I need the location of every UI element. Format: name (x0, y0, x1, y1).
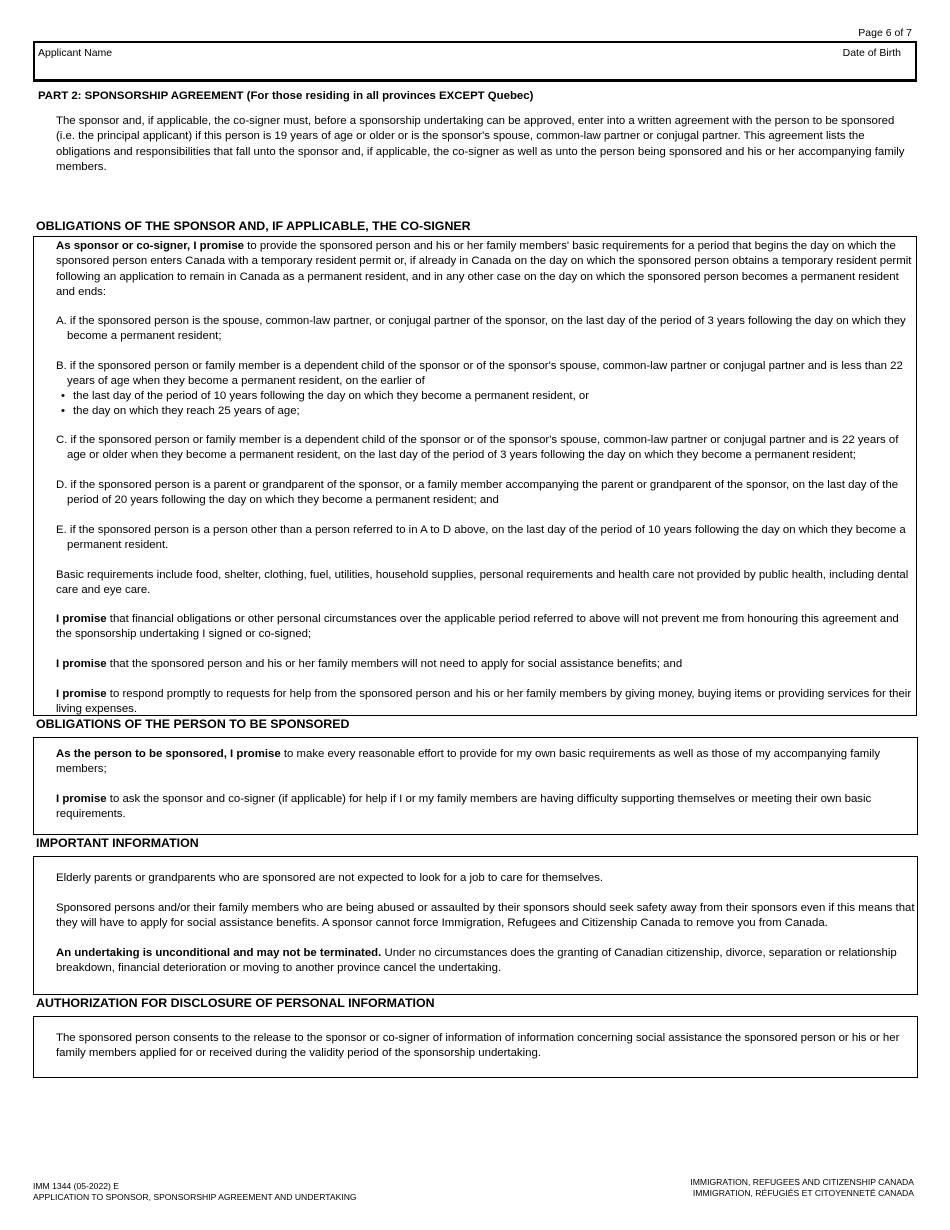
item-b: B. if the sponsored person or family member is a dependent child of the sponsor or of the sponsor's spouse, common-law partner or conjugal partner and is less than 22 years of age when they become a permanent resident, on the earlier of (56, 360, 903, 388)
applicant-name-field[interactable] (33, 41, 917, 82)
important-info-p1: Elderly parents or grandparents who are sponsored are not expected to look for a job to care for themselves. (56, 872, 604, 884)
form-title: APPLICATION TO SPONSOR, SPONSORSHIP AGREEMENT AND UNDERTAKING (33, 1192, 357, 1202)
sponsor-intro-text: to provide the sponsored person and his or her family members' basic requirements for a period that begins the day on which the sponsored person enters Canada with a temporary resident permit or, if already in Canada on the day on which the sponsored person obtains a temporary resident permit following an application to remain in Canada as a permanent resident, and in any other case on the day on which the sponsored person becomes a permanent resident and ends: (56, 240, 912, 299)
authorization-box (33, 1016, 918, 1078)
basic-requirements: Basic requirements include food, shelter, clothing, fuel, utilities, household supplies, personal requirements and health care not provided by public health, including dental care and eye care. (56, 569, 909, 597)
promise-2-bold: I promise (56, 658, 107, 670)
important-info-p3-text: Under no circumstances does the granting of Canadian citizenship, divorce, separation or relationship breakdown, financial deterioration or moving to another province cancel the undertaking. (56, 947, 897, 975)
form-code: IMM 1344 (05-2022) E (33, 1181, 119, 1191)
sponsor-intro-bold: As sponsor or co-signer, I promise (56, 240, 244, 252)
important-info-box (33, 856, 918, 995)
date-of-birth-label: Date of Birth (842, 47, 901, 59)
authorization-p1: The sponsored person consents to the release to the sponsor or co-signer of information of information concerning social assistance the sponsored person or his or her family members applied for or received during the validity period of the sponsorship undertaking. (56, 1032, 900, 1060)
sponsored-promise-2-bold: I promise (56, 793, 107, 805)
important-info-title: IMPORTANT INFORMATION (36, 836, 199, 850)
page-number: Page 6 of 7 (858, 27, 912, 39)
sponsored-obligations-box (33, 737, 918, 835)
promise-1 (56, 612, 914, 643)
promise-1-bold: I promise (56, 613, 107, 625)
sponsor-obligations-title: OBLIGATIONS OF THE SPONSOR AND, IF APPLICABLE, THE CO-SIGNER (36, 219, 471, 233)
sponsored-promise-1 (56, 747, 915, 778)
sponsored-promise-2 (56, 792, 915, 823)
important-info-p3 (56, 946, 915, 977)
promise-1-text: that financial obligations or other personal circumstances over the applicable period referred to above will not prevent me from honouring this agreement and the sponsorship undertaking I signed or co-signed; (56, 613, 899, 641)
promise-2 (56, 657, 914, 672)
promise-3-text: to respond promptly to requests for help from the sponsored person and his or her family members by giving money, buying items or providing services for their living expenses. (56, 688, 912, 716)
footer-right (690, 1177, 914, 1199)
item-e: E. if the sponsored person is a person other than a person referred to in A to D above, on the last day of the period of 10 years following the day on which they become a permanent resident. (56, 524, 906, 552)
applicant-name-label: Applicant Name (38, 47, 113, 59)
sponsored-promise-1-bold: As the person to be sponsored, I promise (56, 748, 281, 760)
item-a: A. if the sponsored person is the spouse, common-law partner, or conjugal partner of the sponsor, on the last day of the period of 3 years following the day on which they become a permanent resident; (56, 315, 906, 343)
item-c: C. if the sponsored person or family member is a dependent child of the sponsor or of the sponsor's spouse, common-law partner or conjugal partner and is 22 years of age or older when they become a permanent resident, on the last day of the period of 3 years following the day on which they become a permanent resident; (56, 434, 899, 462)
promise-2-text: that the sponsored person and his or her family members will not need to apply for social assistance benefits; and (106, 658, 683, 670)
sponsored-promise-2-text: to ask the sponsor and co-signer (if applicable) for help if I or my family members are having difficulty supporting themselves or meeting their own basic requirements. (56, 793, 872, 821)
part2-intro: The sponsor and, if applicable, the co-signer must, before a sponsorship undertaking can be approved, enter into a written agreement with the person to be sponsored (i.e. the principal applicant) if this person is 19 years of age or older or is the sponsor's spouse, common-law partner or conjugal partner. This agreement lists the obligations and responsibilities that fall unto the sponsor and, if applicable, the co-signer as well as unto the person being sponsored and his or her accompanying family members. (56, 115, 905, 174)
important-info-p3-bold: An undertaking is unconditional and may not be terminated. (56, 947, 382, 959)
part2-title: PART 2: SPONSORSHIP AGREEMENT (For those residing in all provinces EXCEPT Quebec) (38, 90, 534, 102)
sponsored-obligations-title: OBLIGATIONS OF THE PERSON TO BE SPONSORED (36, 717, 350, 731)
bullet-1: • the last day of the period of 10 years following the day on which they become a permanent resident, or (59, 389, 916, 404)
promise-3 (56, 687, 914, 718)
sponsor-intro (56, 239, 914, 301)
important-info-p2: Sponsored persons and/or their family members who are being abused or assaulted by their sponsors should seek safety away from their sponsors even if this means that they will have to apply for social assistance benefits. A sponsor cannot force Immigration, Refugees and Citizenship Canada to remove you from Canada. (56, 902, 915, 930)
sponsor-obligations-box (33, 236, 917, 716)
department-en: IMMIGRATION, REFUGEES AND CITIZENSHIP CANADA (690, 1177, 914, 1187)
footer-left (33, 1181, 357, 1203)
sponsored-promise-1-text: to make every reasonable effort to provide for my own basic requirements as well as those of my accompanying family members; (56, 748, 881, 776)
bullet-2: • the day on which they reach 25 years of age; (59, 404, 916, 419)
promise-3-bold: I promise (56, 688, 107, 700)
department-fr: IMMIGRATION, RÉFUGIÉS ET CITOYENNETÉ CANADA (692, 1188, 914, 1198)
item-d: D. if the sponsored person is a parent or grandparent of the sponsor, or a family member accompanying the parent or grandparent of the sponsor, on the last day of the period of 20 years following the day on which they become a permanent resident; and (56, 479, 899, 507)
authorization-title: AUTHORIZATION FOR DISCLOSURE OF PERSONAL INFORMATION (36, 996, 435, 1010)
